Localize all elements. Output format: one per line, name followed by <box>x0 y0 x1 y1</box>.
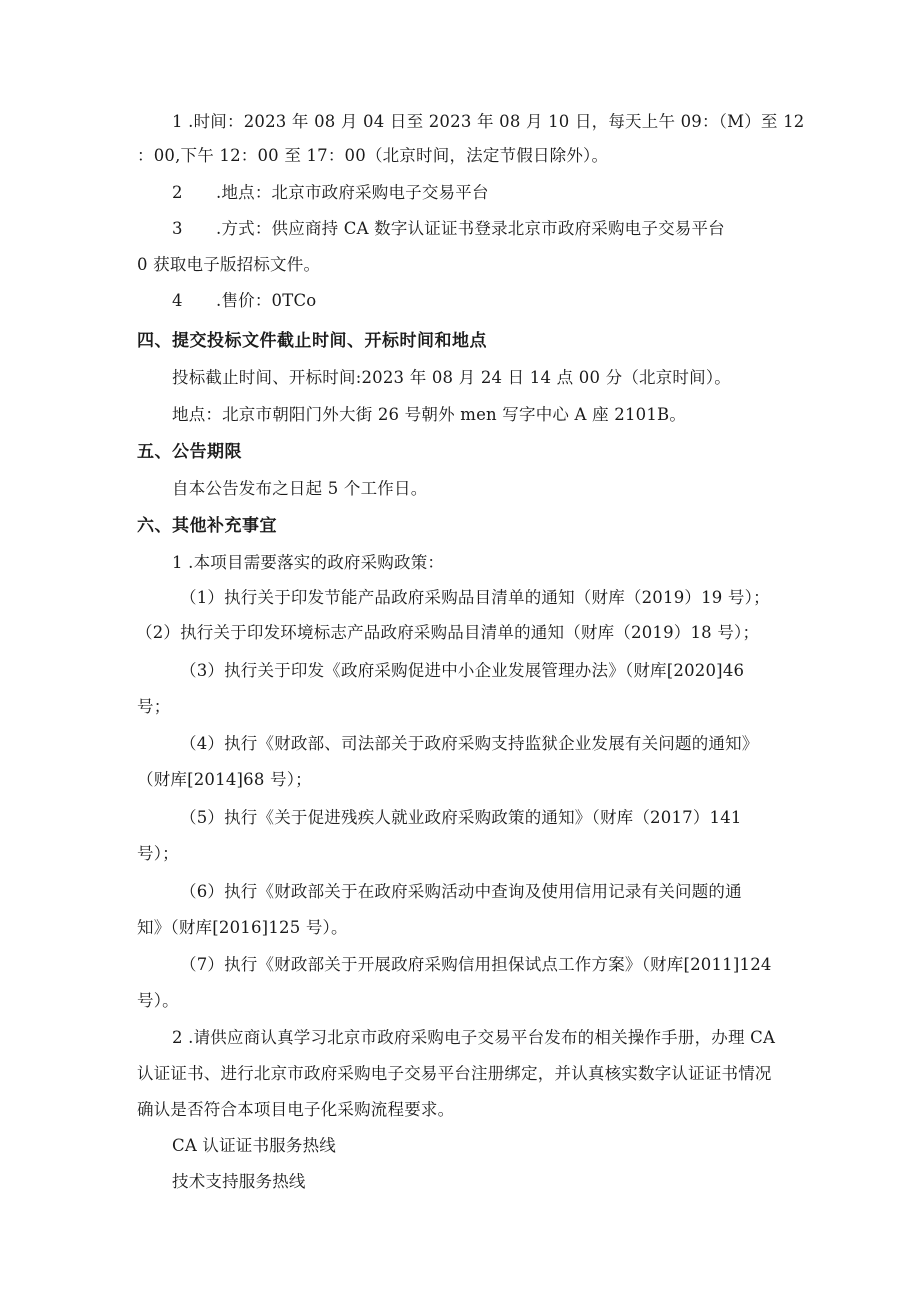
policy-3-line1: （3）执行关于印发《政府采购促进中小企业发展管理办法》（财库[2020]46 <box>180 661 745 680</box>
section4-heading: 四、提交投标文件截止时间、开标时间和地点 <box>137 331 487 351</box>
item2-text: .地点：北京市政府采购电子交易平台 <box>216 183 489 202</box>
section4-location: 地点：北京市朝阳门外大街 26 号朝外 men 写字中心 A 座 2101B。 <box>172 405 687 424</box>
item3-method <box>172 219 725 239</box>
policy-5-line2: 号）； <box>137 844 179 863</box>
item1-time-line2: ：00,下午 12：00 至 17：00（北京时间，法定节假日除外）。 <box>137 146 609 165</box>
section6-item2-line2: 认证证书、进行北京市政府采购电子交易平台注册绑定，并认真核实数字认证证书情况 <box>137 1064 772 1083</box>
section6-item1-intro: 1 .本项目需要落实的政府采购政策： <box>172 553 445 572</box>
section6-item2-line1: 2 .请供应商认真学习北京市政府采购电子交易平台发布的相关操作手册，办理 CA <box>172 1028 776 1047</box>
policy-4-line1: （4）执行《财政部、司法部关于政府采购支持监狱企业发展有关问题的通知》 <box>180 734 759 753</box>
ca-hotline-label: CA 认证证书服务热线 <box>172 1136 336 1155</box>
item2-location <box>172 183 489 203</box>
section6-item2-line3: 确认是否符合本项目电子化采购流程要求。 <box>137 1100 455 1119</box>
policy-3-line2: 号； <box>137 697 171 716</box>
item2-number: 2 <box>172 183 183 202</box>
tech-support-hotline-label: 技术支持服务热线 <box>172 1172 306 1191</box>
policy-6-line1: （6）执行《财政部关于在政府采购活动中查询及使用信用记录有关问题的通 <box>180 882 742 901</box>
policy-2: （2）执行关于印发环境标志产品政府采购品目清单的通知（财库（2019）18 号）； <box>136 623 760 642</box>
item4-number: 4 <box>172 291 183 310</box>
section5-text: 自本公告发布之日起 5 个工作日。 <box>172 479 428 498</box>
policy-1: （1）执行关于印发节能产品政府采购品目清单的通知（财库（2019）19 号）； <box>180 588 770 607</box>
item4-text: .售价：0TCo <box>216 291 317 310</box>
section5-heading: 五、公告期限 <box>137 442 242 462</box>
policy-7-line2: 号）。 <box>137 991 179 1010</box>
policy-6-line2: 知》（财库[2016]125 号）。 <box>137 918 348 937</box>
item3-number: 3 <box>172 219 183 238</box>
section4-deadline: 投标截止时间、开标时间:2023 年 08 月 24 日 14 点 00 分（北京时间）。 <box>172 368 731 387</box>
section6-heading: 六、其他补充事宜 <box>137 516 277 536</box>
item1-time-line1: 1 .时间：2023 年 08 月 04 日至 2023 年 08 月 10 日，每天上午 09：（M）至 12 <box>172 112 805 131</box>
item3-text: .方式：供应商持 CA 数字认证证书登录北京市政府采购电子交易平台 <box>216 219 725 238</box>
policy-7-line1: （7）执行《财政部关于开展政府采购信用担保试点工作方案》（财库[2011]124 <box>180 955 772 974</box>
policy-5-line1: （5）执行《关于促进残疾人就业政府采购政策的通知》（财库（2017）141 <box>180 808 742 827</box>
item4-price <box>172 291 316 311</box>
item3-method-line2: 0 获取电子版招标文件。 <box>137 255 321 274</box>
policy-4-line2: （财库[2014]68 号）； <box>137 770 312 789</box>
